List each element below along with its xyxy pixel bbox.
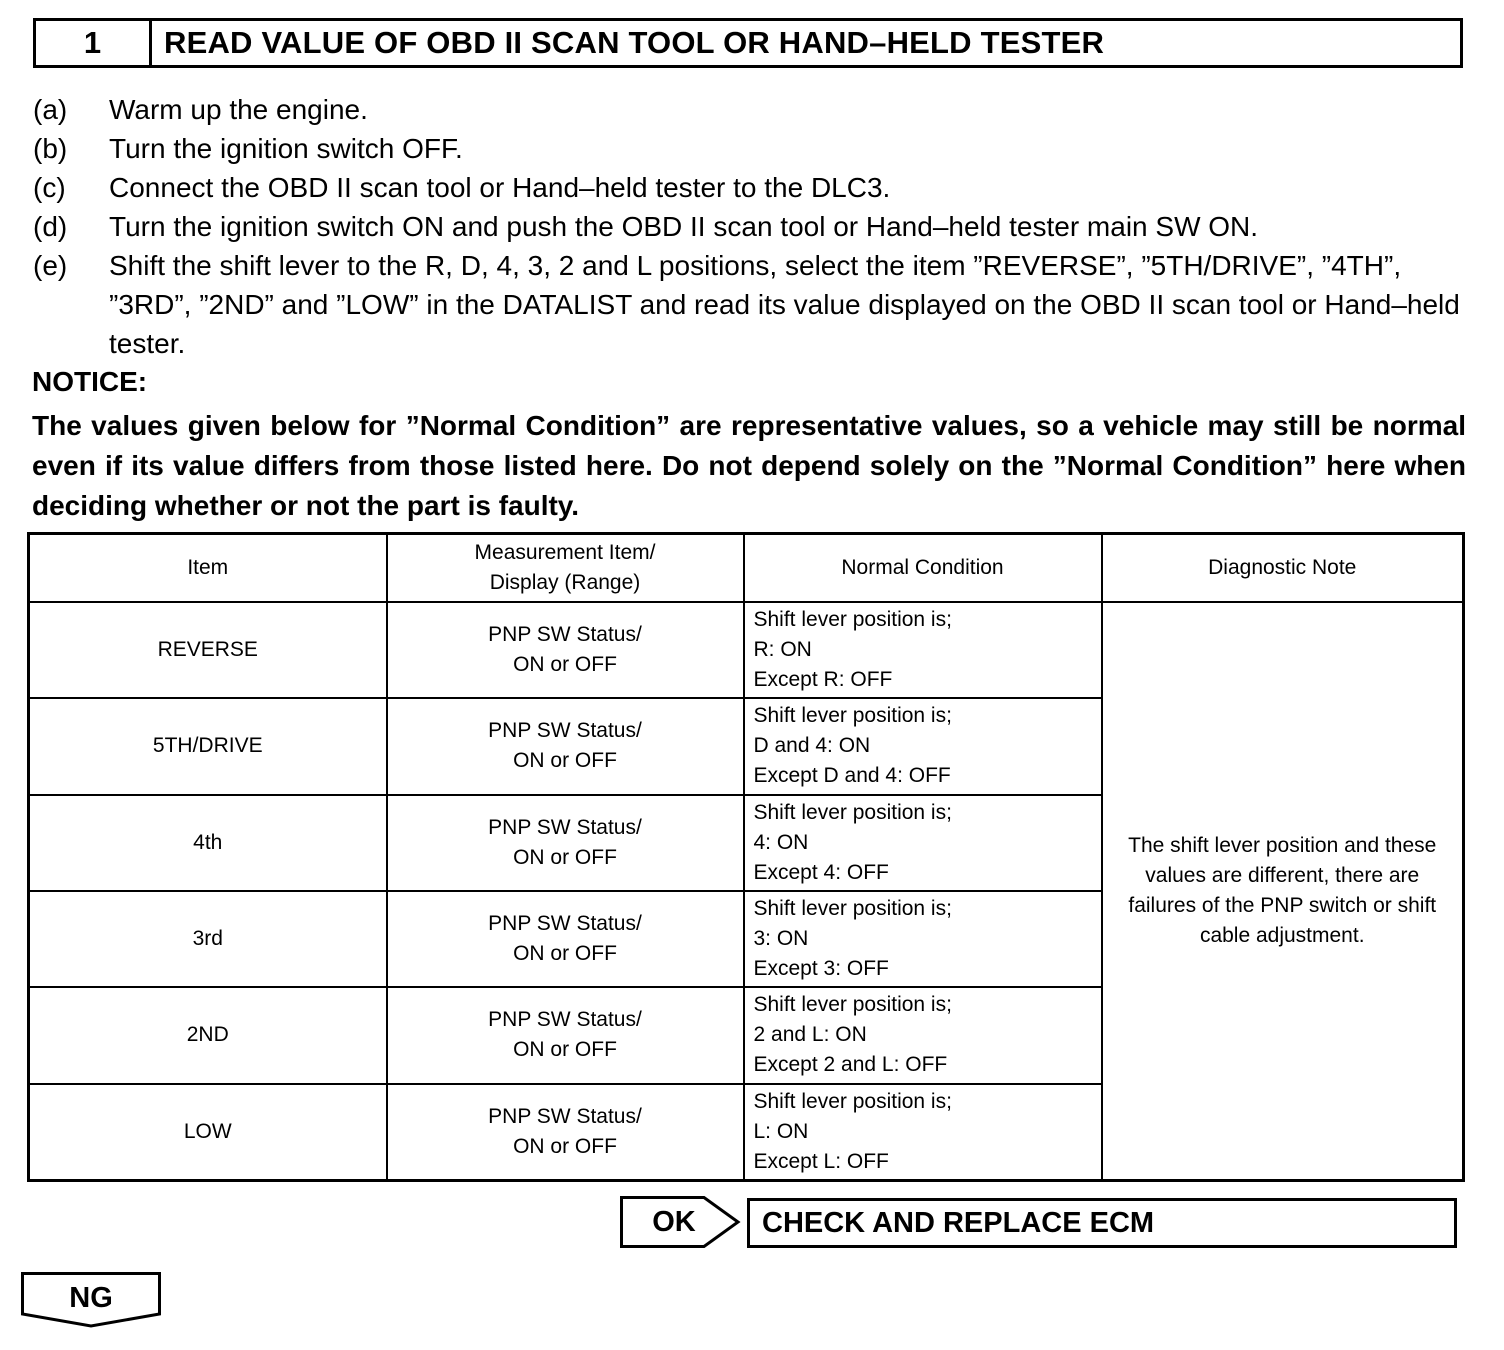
step-label: (b) xyxy=(33,133,68,164)
ok-label: OK xyxy=(652,1205,696,1238)
measurement-line: PNP SW Status/ xyxy=(488,912,642,936)
step-text: Turn the ignition switch ON and push the OBD II scan tool or Hand–held tester main SW ON. xyxy=(109,211,1259,242)
step-text: Shift the shift lever to the R, D, 4, 3, 2 and L positions, select the item ”REVERSE”, ”5TH/DRIVE”, ”4TH”, ”3RD”, ”2ND” and ”LOW” in the DATALIST and read its value displayed on the OBD II scan tool or Hand–held tester. xyxy=(109,250,1460,359)
condition-line: Except L: OFF xyxy=(753,1149,889,1173)
item-cell: LOW xyxy=(29,1084,387,1181)
condition-cell xyxy=(744,1084,1102,1181)
condition-line: Except 4: OFF xyxy=(753,860,889,884)
step-title: READ VALUE OF OBD II SCAN TOOL OR HAND–HELD TESTER xyxy=(164,25,1105,60)
measurement-line: ON or OFF xyxy=(513,845,617,869)
measurement-line: ON or OFF xyxy=(513,1134,617,1158)
measurement-cell xyxy=(387,698,744,794)
procedure-step xyxy=(33,90,1465,129)
step-text: Connect the OBD II scan tool or Hand–held tester to the DLC3. xyxy=(109,172,891,203)
item-cell: 3rd xyxy=(29,891,387,987)
header-normal-condition: Normal Condition xyxy=(744,534,1102,603)
item-cell: REVERSE xyxy=(29,602,387,698)
measurement-line: PNP SW Status/ xyxy=(488,1104,642,1128)
condition-cell xyxy=(744,987,1102,1083)
condition-line: L: ON xyxy=(753,1119,809,1143)
step-label: (c) xyxy=(33,172,66,203)
header-item: Item xyxy=(29,534,387,603)
condition-line: Except R: OFF xyxy=(753,668,893,692)
header-measurement-line: Measurement Item/ xyxy=(474,541,656,564)
measurement-line: PNP SW Status/ xyxy=(488,815,642,839)
header-measurement xyxy=(387,534,744,603)
condition-line: Shift lever position is; xyxy=(753,993,952,1017)
condition-cell xyxy=(744,602,1102,698)
table-row xyxy=(29,602,1464,698)
ok-result-arrow xyxy=(620,1196,742,1248)
item-cell: 4th xyxy=(29,795,387,891)
ng-result-arrow xyxy=(21,1272,161,1328)
procedure-step xyxy=(33,207,1465,246)
measurement-line: PNP SW Status/ xyxy=(488,1008,642,1032)
notice-text: The values given below for ”Normal Condition” are representative values, so a vehicle may still be normal even if its value differs from those listed here. Do not depend solely on the ”Normal Condition” here when deciding whether or not the part is faulty. xyxy=(32,410,1466,521)
condition-line: Shift lever position is; xyxy=(753,800,952,824)
step-text: Warm up the engine. xyxy=(109,94,368,125)
ng-label: NG xyxy=(69,1281,113,1314)
diagnostic-note-cell: The shift lever position and these values are different, there are failures of the PNP switch or shift cable adjustment. xyxy=(1102,602,1464,1181)
step-label: (d) xyxy=(33,211,68,242)
notice-heading: NOTICE: xyxy=(32,366,148,397)
condition-line: Except 3: OFF xyxy=(753,957,889,981)
measurement-line: PNP SW Status/ xyxy=(488,719,642,743)
table-header-row xyxy=(29,534,1464,603)
condition-line: Shift lever position is; xyxy=(753,897,952,921)
measurement-line: PNP SW Status/ xyxy=(488,623,642,647)
measurement-cell xyxy=(387,1084,744,1181)
ok-action-box: CHECK AND REPLACE ECM xyxy=(747,1198,1457,1248)
measurement-line: ON or OFF xyxy=(513,942,617,966)
datalist-table xyxy=(27,532,1465,1182)
condition-line: R: ON xyxy=(753,638,812,662)
condition-line: Shift lever position is; xyxy=(753,1089,952,1113)
measurement-line: ON or OFF xyxy=(513,1038,617,1062)
condition-cell xyxy=(744,891,1102,987)
measurement-cell xyxy=(387,795,744,891)
step-number: 1 xyxy=(36,21,152,65)
condition-line: D and 4: ON xyxy=(753,734,871,758)
measurement-line: ON or OFF xyxy=(513,653,617,677)
measurement-cell xyxy=(387,891,744,987)
step-label: (e) xyxy=(33,250,68,281)
measurement-line: ON or OFF xyxy=(513,749,617,773)
condition-cell xyxy=(744,698,1102,794)
item-cell: 2ND xyxy=(29,987,387,1083)
procedure-steps xyxy=(33,90,1465,363)
header-diagnostic-note: Diagnostic Note xyxy=(1102,534,1464,603)
item-cell: 5TH/DRIVE xyxy=(29,698,387,794)
condition-line: 4: ON xyxy=(753,830,809,854)
condition-line: 2 and L: ON xyxy=(753,1023,867,1047)
condition-line: Except D and 4: OFF xyxy=(753,764,951,788)
condition-line: Shift lever position is; xyxy=(753,608,952,632)
step-header xyxy=(33,18,1463,68)
procedure-step xyxy=(33,129,1465,168)
condition-line: Except 2 and L: OFF xyxy=(753,1053,948,1077)
condition-cell xyxy=(744,795,1102,891)
condition-line: 3: ON xyxy=(753,927,809,951)
measurement-cell xyxy=(387,602,744,698)
step-text: Turn the ignition switch OFF. xyxy=(109,133,463,164)
procedure-step xyxy=(33,168,1465,207)
header-measurement-line: Display (Range) xyxy=(489,571,641,594)
condition-line: Shift lever position is; xyxy=(753,704,952,728)
procedure-step xyxy=(33,246,1465,363)
step-label: (a) xyxy=(33,94,68,125)
measurement-cell xyxy=(387,987,744,1083)
